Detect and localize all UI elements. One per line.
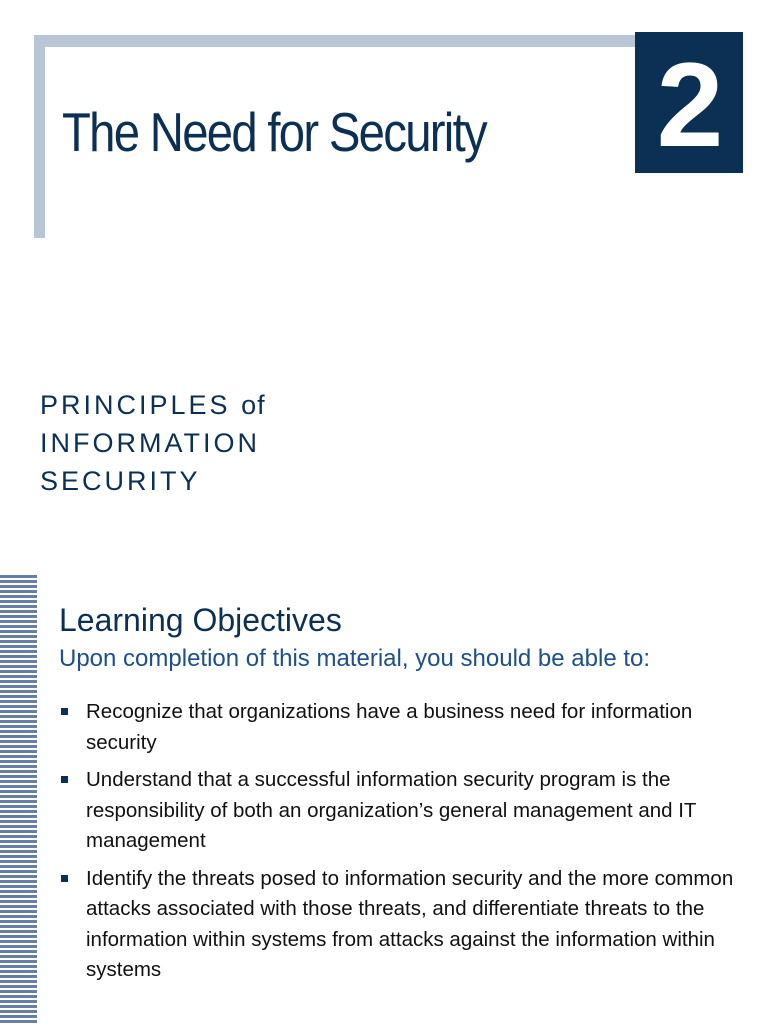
decorative-stripes [0,575,37,1024]
list-item [59,864,739,986]
objective-text: Identify the threats posed to information security and the more common attacks associated with those threats, and differentiate threats to the information within systems from attacks against the information within systems [86,866,734,981]
objectives-list [59,697,739,993]
square-bullet-icon [61,776,68,783]
book-logo [40,386,266,500]
objectives-heading: Learning Objectives [59,602,342,638]
book-logo-principles: PRINCIPLES [40,390,231,420]
list-item [59,765,739,857]
square-bullet-icon [61,875,68,882]
list-item [59,697,739,758]
book-logo-line1 [40,386,266,424]
chapter-number: 2 [656,37,722,172]
book-logo-of: of [241,390,266,420]
book-logo-line3: SECURITY [40,466,201,496]
chapter-number-box [635,32,743,173]
objectives-subheading: Upon completion of this material, you should be able to: [59,645,651,672]
book-logo-line2: INFORMATION [40,428,260,458]
objectives-slide [0,545,768,1024]
objective-text: Understand that a successful information security program is the responsibility of both an organization’s general management and IT management [86,768,697,852]
square-bullet-icon [61,708,68,715]
objective-text: Recognize that organizations have a business need for information security [86,700,693,754]
frame-top-bar [34,35,636,47]
slide-title: The Need for Security [62,101,486,163]
frame-left-bar [34,35,45,238]
